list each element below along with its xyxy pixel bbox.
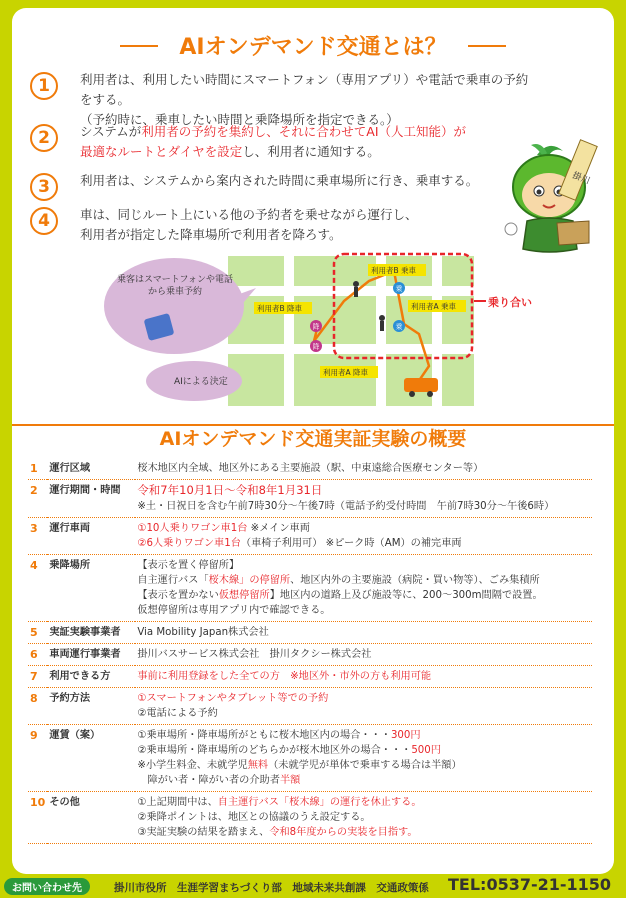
step-number: 2 — [30, 124, 58, 152]
row-heading: 乗降場所 — [47, 555, 135, 622]
step-number: 3 — [30, 173, 58, 201]
overview-row — [28, 480, 592, 518]
row-number: 9 — [28, 725, 47, 792]
overview-row — [28, 518, 592, 555]
mascot-illustration — [497, 137, 602, 257]
row-number: 8 — [28, 688, 47, 725]
ai-decision-label: AIによる決定 — [174, 377, 228, 387]
row-heading: 車両運行事業者 — [47, 644, 135, 666]
row-number: 5 — [28, 622, 47, 644]
row-value: ①スマートフォンやタブレット等での予約 ②電話による予約 — [135, 688, 592, 725]
share-label: 乗り合い — [488, 296, 532, 309]
overview-row — [28, 688, 592, 725]
row-number: 4 — [28, 555, 47, 622]
row-value: ①上記期間中は、自主運行バス「桜木線」の運行を休止する。 ②乗降ポイントは、地区との協議のうえ設定する。 ③実証実験の結果を踏まえ、令和8年度からの実装を目指す。 — [135, 792, 592, 844]
marker-alight-b: 降 — [312, 323, 320, 331]
step-text: 利用者は、システムから案内された時間に乗車場所に行き、乗車する。 — [80, 173, 479, 188]
label-b-alight: 利用者B 降車 — [257, 304, 303, 313]
step-number: 4 — [30, 207, 58, 235]
row-value: 事前に利用登録をした全ての方 ※地区外・市外の方も利用可能 — [135, 666, 592, 688]
title-line-right — [468, 45, 506, 47]
row-value: 桜木地区内全域、地区外にある主要施設（駅、中東遠総合医療センター等） — [135, 458, 592, 480]
row-heading: 運行期間・時間 — [47, 480, 135, 518]
label-b-board: 利用者B 乗車 — [371, 266, 417, 275]
footer — [0, 875, 626, 898]
row-heading: 運賃（案） — [47, 725, 135, 792]
overview-title: AIオンデマンド交通実証実験の概要 — [0, 424, 626, 451]
row-value: Via Mobility Japan株式会社 — [135, 622, 592, 644]
row-value: ①10人乗りワゴン車1台 ※メイン車両 ②6人乗りワゴン車1台（車椅子利用可） ※ピーク時（AM）の補完車両 — [135, 518, 592, 555]
label-a-board: 利用者A 乗車 — [411, 302, 457, 311]
overview-table — [28, 458, 592, 844]
row-number: 1 — [28, 458, 47, 480]
overview-row — [28, 792, 592, 844]
contact-tel: TEL:0537-21-1150 — [448, 875, 612, 894]
row-heading: 利用できる方 — [47, 666, 135, 688]
row-number: 10 — [28, 792, 47, 844]
row-heading: 運行区域 — [47, 458, 135, 480]
overview-row — [28, 644, 592, 666]
bus-icon — [404, 378, 438, 392]
overview-row — [28, 555, 592, 622]
row-value: 令和7年10月1日～令和8年1月31日 ※土・日祝日を含む午前7時30分～午後7時（電話予約受付時間 午前7時30分～午後6時） — [135, 480, 592, 518]
bubble-text: 乗客はスマートフォンや電話から乗車予約 — [116, 275, 234, 297]
mascot-sign-text: 掛川 — [570, 170, 592, 187]
row-value: ①乗車場所・降車場所がともに桜木地区内の場合・・・300円 ②乗車場所・降車場所のどちらかが桜木地区外の場合・・・500円 ※小学生料金、未就学児無料（未就学児が単体で乗車する場合は半額） 障がい者・障がい者の介助者半額 — [135, 725, 592, 792]
row-value: 掛川バスサービス株式会社 掛川タクシー株式会社 — [135, 644, 592, 666]
route-diagram — [94, 246, 564, 418]
label-a-alight: 利用者A 降車 — [323, 368, 369, 377]
step-text: システムが利用者の予約を集約し、それに合わせてAI（人工知能）が 最適なルートとダイヤを設定し、利用者に通知する。 — [80, 124, 467, 159]
row-number: 3 — [28, 518, 47, 555]
overview-row — [28, 725, 592, 792]
step-text: 車は、同じルート上にいる他の予約者を乗せながら運行し、 利用者が指定した降車場所で利用者を降ろす。 — [80, 207, 418, 242]
row-heading: その他 — [47, 792, 135, 844]
row-heading: 実証実験事業者 — [47, 622, 135, 644]
step-number: 1 — [30, 72, 58, 100]
contact-label: お問い合わせ先 — [4, 878, 90, 895]
page-title — [0, 30, 626, 61]
overview-row — [28, 622, 592, 644]
overview-row — [28, 666, 592, 688]
row-number: 2 — [28, 480, 47, 518]
row-number: 7 — [28, 666, 47, 688]
marker-board-a: 乗 — [395, 323, 403, 331]
row-value: 【表示を置く停留所】 自主運行バス「桜木線」の停留所、地区内外の主要施設（病院・買い物等）、ごみ集積所 【表示を置かない仮想停留所】地区内の道路上及び施設等に、200～300m間隔で設置。 仮想停留所は専用アプリ内で確認できる。 — [135, 555, 592, 622]
row-number: 6 — [28, 644, 47, 666]
step-text: 利用者は、利用したい時間にスマートフォン（専用アプリ）や電話で乗車の予約をする。 （予約時に、乗車したい時間と乗降場所を指定できる。） — [80, 72, 529, 127]
marker-alight-a: 降 — [312, 343, 320, 351]
marker-board-b: 乗 — [395, 285, 403, 293]
row-heading: 予約方法 — [47, 688, 135, 725]
row-heading: 運行車両 — [47, 518, 135, 555]
contact-org: 掛川市役所 生涯学習まちづくり部 地域未来共創課 交通政策係 — [114, 882, 429, 894]
title-line-left — [120, 45, 158, 47]
overview-row — [28, 458, 592, 480]
title-text: AIオンデマンド交通とは？ — [179, 35, 447, 60]
